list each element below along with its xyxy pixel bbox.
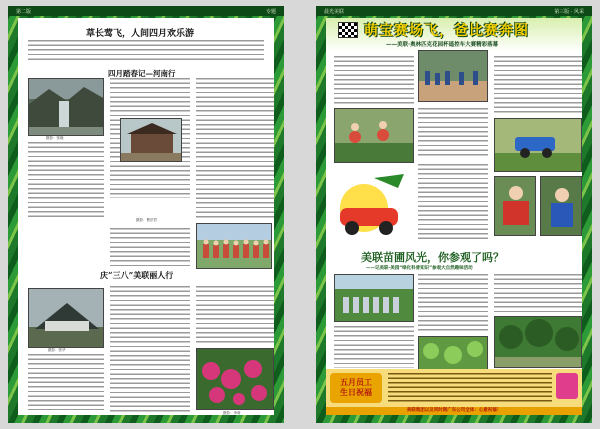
birthday-badge <box>330 373 382 403</box>
photo-kid-car <box>494 176 536 236</box>
race-graphic <box>334 168 409 243</box>
right-page-content <box>326 18 582 415</box>
gift-icon <box>556 373 578 399</box>
photo-building <box>28 288 104 348</box>
birthday-panel <box>326 369 582 407</box>
right-page <box>316 6 592 423</box>
photo-race-car <box>494 118 582 172</box>
birthday-label-line2: 生日祝福 <box>340 388 372 397</box>
photo-garden-plants <box>418 336 488 370</box>
article1-title: 四月踏春记—河南行 <box>108 69 176 78</box>
intro-paragraph <box>28 40 264 62</box>
left-page-content <box>18 18 274 415</box>
photo-garden-group <box>334 274 414 322</box>
article2-col3 <box>196 286 274 346</box>
photo-kids-track <box>334 108 414 163</box>
article1-col2-b <box>110 228 190 268</box>
garden-col1 <box>334 326 414 368</box>
garden-col2 <box>418 274 488 334</box>
race-col2-b <box>418 164 488 242</box>
race-col1 <box>334 56 414 106</box>
checkered-flag-icon <box>338 22 358 38</box>
section2-subtitle: ——记美联·美园“绿化科普知识”参观大自然趣味活动 <box>366 266 473 271</box>
photo-falls <box>28 78 104 136</box>
article2-col2 <box>110 286 190 412</box>
photo-caption-3: 摄影：张华 <box>48 348 66 352</box>
article1-col1 <box>28 142 104 220</box>
main-title: 草长莺飞，人间四月欢乐游 <box>86 29 195 39</box>
race-col3 <box>494 56 582 116</box>
photo-race-crowd <box>418 50 488 102</box>
garden-col3 <box>494 274 582 314</box>
right-page-header <box>316 6 592 16</box>
right-header-right: 第三版 · 风采 <box>554 8 584 15</box>
photo-caption-4: 摄影：李莉 <box>223 411 241 415</box>
birthday-label-line1: 五月员工 <box>340 378 372 387</box>
photo-kid-controller <box>540 176 582 236</box>
photo-caption-2: 摄影：曹洪哲 <box>136 218 157 222</box>
right-header-left: 晨光美联 <box>324 8 345 15</box>
photo-caption-1: 摄影：张晓 <box>46 136 64 140</box>
photo-temple <box>120 118 182 162</box>
left-page-header <box>8 6 284 16</box>
photo-group-outdoor <box>196 223 272 269</box>
article2-title: 庆“三八”美联丽人行 <box>100 270 174 280</box>
birthday-names-grid <box>388 373 552 403</box>
banner-subtitle: ——美联·奥林匹克花园杯遥控车大赛精彩落幕 <box>386 42 499 48</box>
photo-flowers <box>196 348 274 410</box>
article1-col3 <box>196 78 274 218</box>
section2-title: 美联苗圃风光，你参观了吗？ <box>361 251 504 264</box>
left-header-right: 专题 <box>265 8 276 15</box>
article2-col1 <box>28 354 104 410</box>
photo-garden-trees <box>494 316 582 368</box>
left-header-left: 第二版 <box>16 8 32 15</box>
banner-title: 萌宝赛场飞，爸比赛奔图 <box>364 23 529 39</box>
footer-banner: 美联集团以及同时期广东公司全体：心意祝福！ <box>326 407 582 415</box>
left-page <box>8 6 284 423</box>
race-col2 <box>418 108 488 158</box>
